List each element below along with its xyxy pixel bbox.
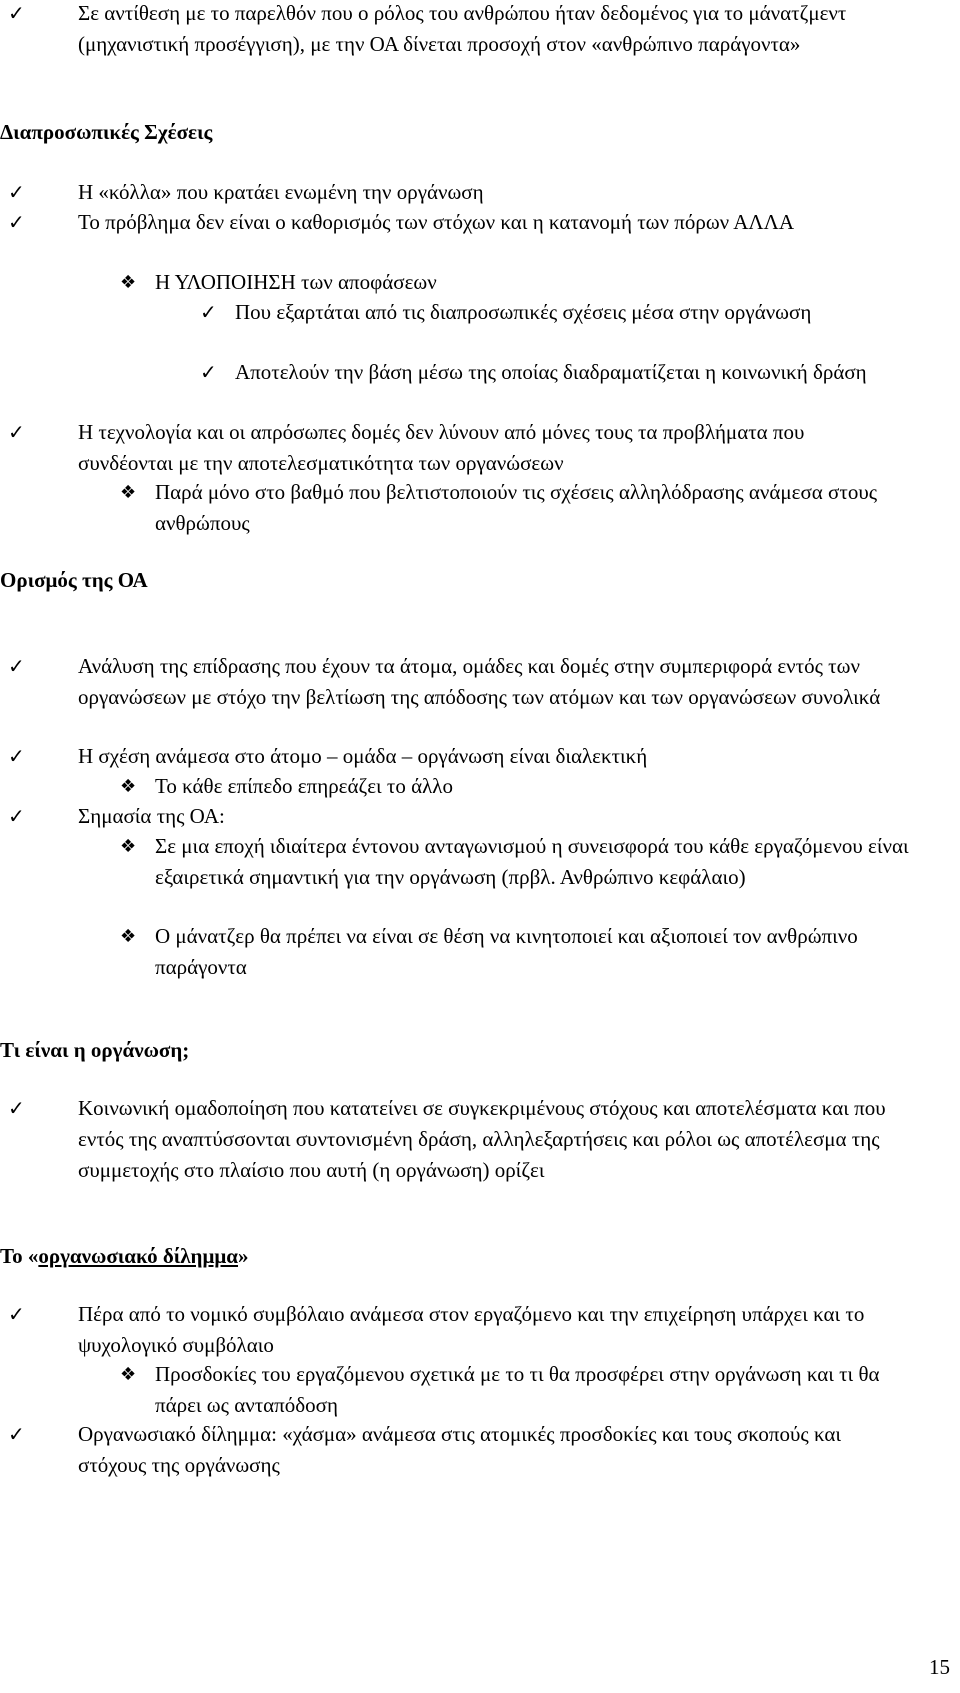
diamond-bullet-icon: ❖ [120, 482, 137, 503]
bullet-b11: Το κάθε επίπεδο επηρεάζει το άλλο [155, 774, 453, 798]
bullet-b3: Το πρόβλημα δεν είναι ο καθορισμός των στόχων και η κατανομή των πόρων ΑΛΛΑ [78, 210, 795, 234]
heading-underlined-term: οργανωσιακό δίλημμα [38, 1244, 239, 1268]
checkmark-icon: ✓ [200, 300, 217, 324]
bullet-b16: Πέρα από το νομικό συμβόλαιο ανάμεσα στον εργαζόμενο και την επιχείρηση υπάρχει και το ψυχολογικό συμβόλαιο [78, 1302, 865, 1357]
bullet-b8: Παρά μόνο στο βαθμό που βελτιστοποιούν τις σχέσεις αλληλόδρασης ανάμεσα στους ανθρώπους [155, 480, 878, 535]
checkmark-icon: ✓ [8, 744, 25, 768]
checkmark-icon: ✓ [8, 210, 25, 234]
diamond-bullet-icon: ❖ [120, 1364, 137, 1385]
checkmark-icon: ✓ [8, 1, 25, 25]
bullet-b1: Σε αντίθεση με το παρελθόν που ο ρόλος του ανθρώπου ήταν δεδομένος για το μάνατζμεντ (μηχανιστική προσέγγιση), με την ΟΑ δίνεται προσοχή στον «ανθρώπινο παράγοντα» [78, 1, 847, 56]
page-number: 15 [929, 1655, 950, 1679]
checkmark-icon: ✓ [8, 654, 25, 678]
bullet-b13: Σε μια εποχή ιδιαίτερα έντονου ανταγωνισμού η συνεισφορά του κάθε εργαζόμενου είναι εξαιρετικά σημαντική για την οργάνωση (πρβλ. Ανθρώπινο κεφάλαιο) [155, 834, 909, 889]
checkmark-icon: ✓ [8, 804, 25, 828]
bullet-b6: Αποτελούν την βάση μέσω της οποίας διαδραματίζεται η κοινωνική δράση [235, 360, 867, 384]
checkmark-icon: ✓ [8, 1302, 25, 1326]
diamond-bullet-icon: ❖ [120, 926, 137, 947]
diamond-bullet-icon: ❖ [120, 836, 137, 857]
checkmark-icon: ✓ [8, 1422, 25, 1446]
diamond-bullet-icon: ❖ [120, 272, 137, 293]
bullet-b15: Κοινωνική ομαδοποίηση που κατατείνει σε συγκεκριμένους στόχους και αποτελέσματα και που εντός της αναπτύσσονται συντονισμένη δράση, αλληλεξαρτήσεις και ρόλοι ως αποτέλεσμα της συμμετοχής στο πλαίσιο που αυτή (η οργάνωση) ορίζει [78, 1096, 886, 1182]
bullet-b17: Προσδοκίες του εργαζόμενου σχετικά με το τι θα προσφέρει στην οργάνωση και τι θα πάρει ως ανταπόδοση [155, 1362, 880, 1417]
bullet-b10: Η σχέση ανάμεσα στο άτομο – ομάδα – οργάνωση είναι διαλεκτική [78, 744, 648, 768]
checkmark-icon: ✓ [8, 1096, 25, 1120]
section-heading-definition: Ορισμός της ΟΑ [0, 568, 148, 592]
bullet-b5: Που εξαρτάται από τις διαπροσωπικές σχέσεις μέσα στην οργάνωση [235, 300, 812, 324]
section-heading-interpersonal: Διαπροσωπικές Σχέσεις [0, 120, 213, 144]
bullet-b4: Η ΥΛΟΠΟΙΗΣΗ των αποφάσεων [155, 270, 437, 294]
heading-prefix: Το « [0, 1244, 39, 1268]
bullet-b7: Η τεχνολογία και οι απρόσωπες δομές δεν λύνουν από μόνες τους τα προβλήματα που συνδέονται με την αποτελεσματικότητα των οργανώσεων [78, 420, 805, 475]
checkmark-icon: ✓ [8, 180, 25, 204]
bullet-b18: Οργανωσιακό δίλημμα: «χάσμα» ανάμεσα στις ατομικές προσδοκίες και τους σκοπούς και στόχους της οργάνωσης [78, 1422, 842, 1477]
heading-suffix: » [238, 1244, 249, 1268]
bullet-b9: Ανάλυση της επίδρασης που έχουν τα άτομα, ομάδες και δομές στην συμπεριφορά εντός των οργανώσεων με στόχο την βελτίωση της απόδοσης των ατόμων και των οργανώσεων συνολικά [78, 654, 881, 709]
bullet-b12: Σημασία της ΟΑ: [78, 804, 225, 828]
checkmark-icon: ✓ [8, 420, 25, 444]
section-heading-organization: Τι είναι η οργάνωση; [0, 1038, 190, 1062]
checkmark-icon: ✓ [200, 360, 217, 384]
section-heading-dilemma [0, 1241, 249, 1272]
bullet-b2: Η «κόλλα» που κρατάει ενωμένη την οργάνωση [78, 180, 484, 204]
diamond-bullet-icon: ❖ [120, 776, 137, 797]
bullet-b14: Ο μάνατζερ θα πρέπει να είναι σε θέση να κινητοποιεί και αξιοποιεί τον ανθρώπινο παράγοντα [155, 924, 858, 979]
